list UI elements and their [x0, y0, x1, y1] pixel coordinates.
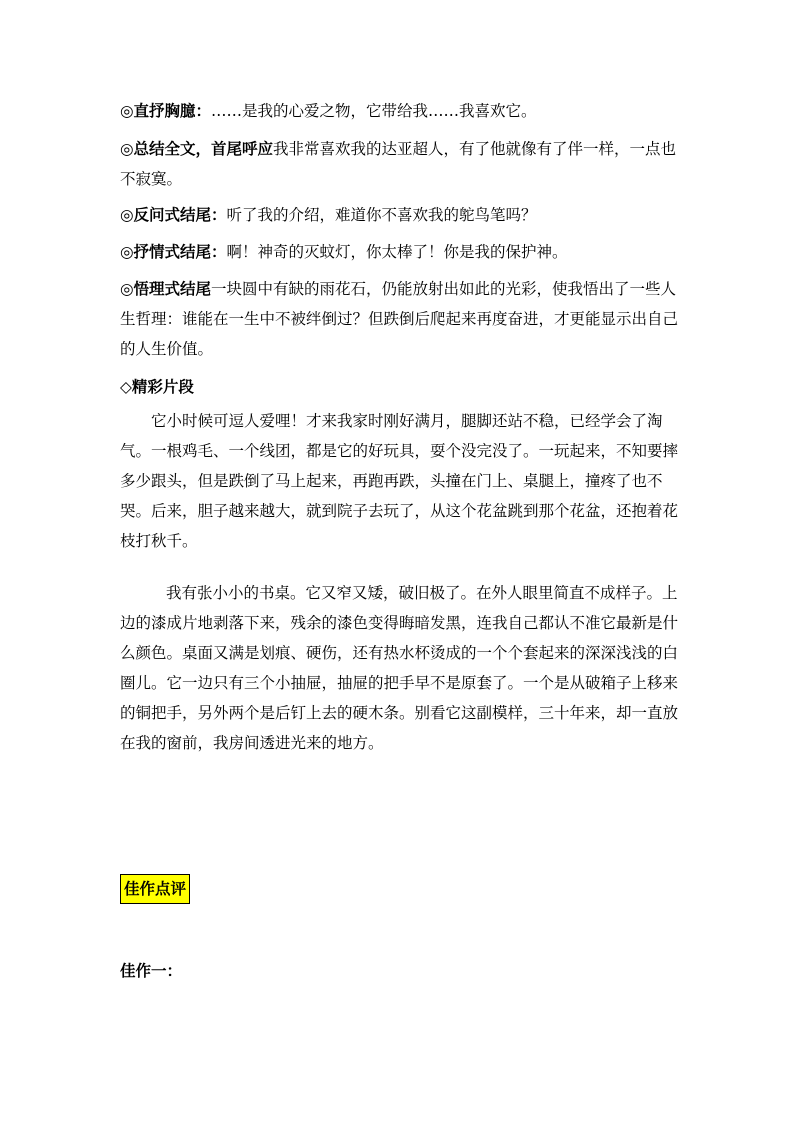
ending-rhetorical-label: ◎反问式结尾：	[120, 205, 227, 224]
ending-insight	[120, 274, 680, 364]
excerpt-paragraph-2: 我有张小小的书桌。它又窄又矮，破旧极了。在外人眼里简直不成样子。上边的漆成片地剥落下来，残余的漆色变得晦暗发黑，连我自己都认不准它最新是什么颜色。桌面又满是划痕、硬伤，还有热水杯烫成的一个个套起来的深深浅浅的白圈儿。它一边只有三个小抽屉，抽屉的把手早不是原套了。一个是从破箱子上移来的铜把手，另外两个是后钉上去的硬木条。别看它这副模样，三十年来，却一直放在我的窗前，我房间透进光来的地方。	[120, 584, 679, 752]
ending-rhetorical	[120, 200, 680, 230]
ending-summary-text: 我非常喜欢我的达亚超人，有了他就像有了伴一样，一点也不寂寞。	[120, 140, 677, 188]
ending-direct	[120, 96, 680, 126]
section-title: ◇精彩片段	[120, 377, 194, 396]
ending-insight-text: 一块圆中有缺的雨花石，仍能放射出如此的光彩，使我悟出了一些人生哲理：谁能在一生中不被绊倒过？但跌倒后爬起来再度奋进，才更能显示出自己的人生价值。	[120, 280, 679, 358]
ending-direct-label: ◎直抒胸臆：	[120, 101, 212, 120]
excerpt-paragraph-1: 它小时候可逗人爱哩！才来我家时刚好满月，腿脚还站不稳，已经学会了淘气。一根鸡毛、一个线团，都是它的好玩具，耍个没完没了。一玩起来，不知要摔多少跟头，但是跌倒了马上起来，再跑再跌，头撞在门上、桌腿上，撞疼了也不哭。后来，胆子越来越大，就到院子去玩了，从这个花盆跳到那个花盆，还抱着花枝打秋千。	[120, 412, 679, 550]
ending-lyrical-label: ◎抒情式结尾：	[120, 242, 227, 261]
ending-lyrical-text: 啊！神奇的灭蚊灯，你太棒了！你是我的保护神。	[226, 243, 568, 261]
review-heading-highlight: 佳作点评	[120, 874, 190, 904]
ending-lyrical	[120, 237, 680, 267]
ending-insight-label: ◎悟理式结尾	[120, 279, 212, 298]
review-1-title: 佳作一：	[120, 961, 183, 980]
ending-summary	[120, 134, 680, 194]
ending-direct-text: ……是我的心爱之物，它带给我……我喜欢它。	[211, 102, 537, 120]
ending-summary-label: ◎总结全文，首尾呼应	[120, 139, 274, 158]
ending-rhetorical-text: 听了我的介绍，难道你不喜欢我的鸵鸟笔吗？	[226, 206, 537, 224]
